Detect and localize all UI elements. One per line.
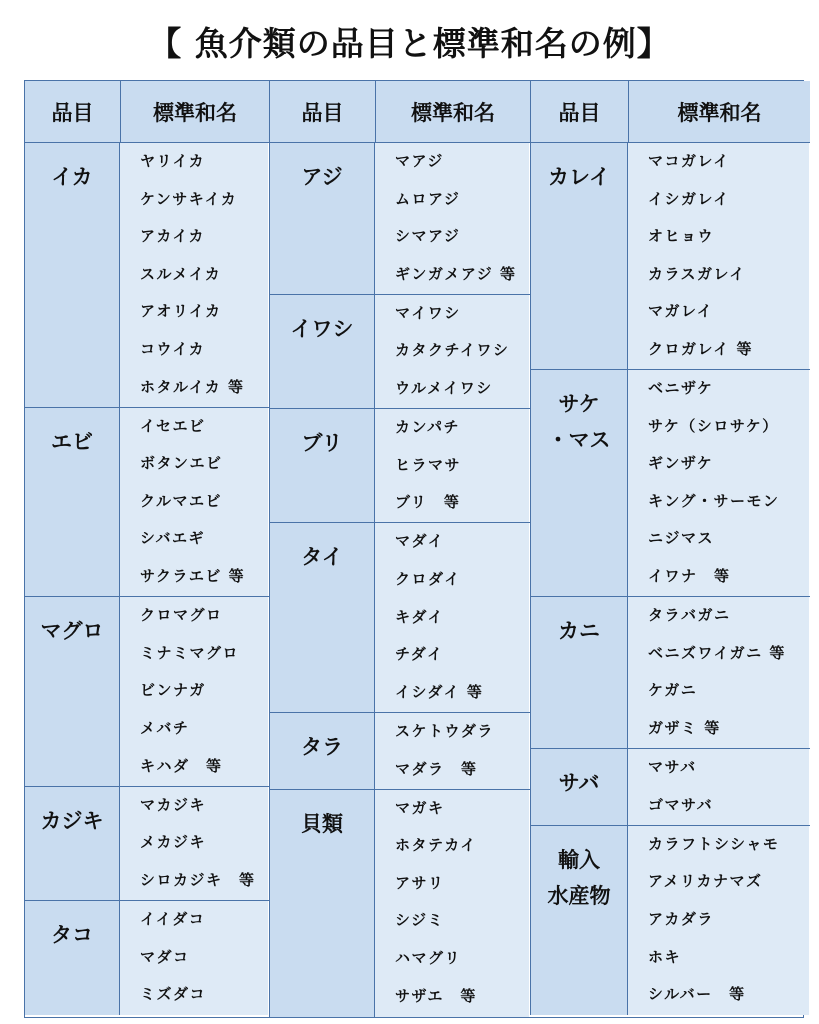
standard-name: サクラエビ 等 — [140, 567, 246, 586]
standard-name: コウイカ — [140, 339, 206, 358]
standard-name: カタクチイワシ — [395, 341, 510, 360]
standard-name: オヒョウ — [648, 227, 715, 246]
standard-name: カラフトシシャモ — [648, 834, 780, 853]
category-label: イワシ — [270, 295, 375, 408]
standard-name: タラバガニ — [648, 606, 731, 625]
standard-name-list — [375, 409, 529, 522]
standard-name-list — [628, 749, 809, 825]
standard-name: イシガレイ — [648, 189, 730, 208]
standard-name-list — [120, 901, 268, 1015]
standard-name: マダイ — [395, 532, 445, 551]
standard-name: クロダイ — [395, 570, 461, 589]
header-standard-name: 標準和名 — [628, 81, 810, 142]
standard-name: ギンガメアジ 等 — [395, 264, 517, 283]
standard-name: アカイカ — [140, 227, 205, 246]
standard-name: ベニズワイガニ 等 — [648, 643, 786, 662]
standard-name: ビンナガ — [140, 681, 206, 700]
standard-name: シバエギ — [140, 529, 205, 548]
standard-name-list — [375, 790, 529, 1017]
category-block — [531, 826, 810, 1016]
standard-name: マダコ — [140, 947, 190, 966]
category-block — [531, 749, 810, 826]
category-block — [270, 523, 530, 713]
header-row — [25, 81, 269, 143]
standard-name: マカジキ — [140, 795, 207, 814]
standard-name: ニジマス — [648, 529, 715, 548]
category-label: サバ — [531, 749, 628, 825]
header-standard-name: 標準和名 — [120, 81, 269, 142]
category-label: マグロ — [25, 597, 120, 786]
category-block — [25, 408, 269, 598]
standard-name: マガキ — [395, 798, 445, 817]
standard-name: カラスガレイ — [648, 264, 746, 283]
category-block — [270, 295, 530, 409]
standard-name-list — [628, 143, 809, 369]
standard-name: シルバー 等 — [648, 985, 746, 1004]
header-standard-name: 標準和名 — [375, 81, 530, 142]
category-label: サケ ・マス — [531, 370, 628, 596]
category-block — [270, 143, 530, 295]
standard-name: クルマエビ — [140, 491, 223, 510]
standard-name: マイワシ — [395, 303, 461, 322]
standard-name: ゴマサバ — [648, 795, 714, 814]
standard-name: スケトウダラ — [395, 721, 494, 740]
standard-name-list — [120, 787, 268, 900]
category-label: 輸入 水産物 — [531, 826, 628, 1016]
standard-name: イイダコ — [140, 909, 206, 928]
standard-name-list — [120, 597, 268, 786]
standard-name: カンパチ — [395, 418, 460, 437]
standard-name: サザエ 等 — [395, 986, 477, 1005]
standard-name: ブリ 等 — [395, 493, 461, 512]
standard-name-list — [375, 143, 529, 294]
standard-name: ガザミ 等 — [648, 718, 721, 737]
standard-name-list — [120, 408, 268, 597]
header-row — [531, 81, 810, 143]
category-block — [270, 409, 530, 523]
category-block — [270, 790, 530, 1017]
standard-name: キダイ — [395, 607, 445, 626]
standard-name: ムロアジ — [395, 189, 461, 208]
standard-name: ミズダコ — [140, 985, 207, 1004]
column-group-1 — [25, 81, 269, 1015]
standard-name: メカジキ — [140, 833, 207, 852]
column-group-3 — [530, 81, 810, 1015]
header-row — [270, 81, 530, 143]
standard-name: サケ（シロサケ） — [648, 416, 779, 435]
standard-name: マコガレイ — [648, 152, 730, 170]
standard-name: ホタテカイ — [395, 836, 477, 855]
header-item: 品目 — [558, 100, 601, 125]
category-label: イカ — [25, 143, 120, 407]
standard-name: イワナ 等 — [648, 567, 731, 586]
category-block — [531, 370, 810, 597]
header-item: 品目 — [51, 100, 94, 125]
standard-name: アメリカナマズ — [648, 872, 763, 891]
standard-name: クロマグロ — [140, 606, 223, 625]
category-label: タイ — [270, 523, 375, 712]
category-label: カジキ — [25, 787, 120, 900]
standard-name: マガレイ — [648, 302, 714, 321]
category-block — [531, 143, 810, 370]
category-block — [25, 143, 269, 408]
category-label: カニ — [531, 597, 628, 748]
standard-name: マサバ — [648, 758, 697, 777]
standard-name: ギンザケ — [648, 454, 714, 473]
standard-name-list — [375, 295, 529, 408]
standard-name: スルメイカ — [140, 264, 222, 283]
standard-name: ケンサキイカ — [140, 189, 238, 208]
standard-name: シジミ — [395, 911, 445, 930]
category-label: 貝類 — [270, 790, 375, 1017]
category-label: カレイ — [531, 143, 628, 369]
standard-name: アサリ — [395, 873, 445, 892]
standard-name: ボタンエビ — [140, 454, 223, 473]
standard-name: イセエビ — [140, 416, 206, 435]
column-group-2 — [269, 81, 530, 1017]
standard-name: キング・サーモン — [648, 491, 780, 510]
standard-name-list — [375, 713, 529, 789]
category-block — [25, 787, 269, 901]
standard-name-list — [375, 523, 529, 712]
standard-name-list — [628, 597, 809, 748]
page-title: 【 魚介類の品目と標準和名の例】 — [148, 24, 671, 63]
category-block — [25, 597, 269, 787]
standard-name: ケガニ — [648, 681, 698, 700]
standard-name: シマアジ — [395, 227, 461, 246]
category-block — [531, 597, 810, 749]
category-block — [270, 713, 530, 790]
standard-name: アオリイカ — [140, 302, 222, 321]
category-block — [25, 901, 269, 1015]
standard-name-list — [628, 826, 809, 1016]
standard-name: ウルメイワシ — [395, 379, 493, 398]
standard-name: イシダイ 等 — [395, 682, 484, 701]
standard-name: キハダ 等 — [140, 756, 223, 775]
header-item: 品目 — [301, 100, 344, 125]
standard-name-list — [628, 370, 809, 596]
standard-name: ミナミマグロ — [140, 643, 240, 662]
category-label: エビ — [25, 408, 120, 597]
standard-name: ヒラマサ — [395, 455, 462, 474]
standard-name: メバチ — [140, 718, 190, 737]
category-label: タコ — [25, 901, 120, 1015]
fish-table — [24, 80, 804, 1018]
category-label: アジ — [270, 143, 375, 294]
category-label: ブリ — [270, 409, 375, 522]
standard-name: ベニザケ — [648, 379, 714, 398]
standard-name: ヤリイカ — [140, 152, 206, 170]
standard-name: ハマグリ — [395, 949, 462, 968]
standard-name-list — [120, 143, 268, 407]
standard-name: アカダラ — [648, 909, 714, 928]
standard-name: マダラ 等 — [395, 759, 478, 778]
category-label: タラ — [270, 713, 375, 789]
standard-name: クロガレイ 等 — [648, 339, 753, 358]
standard-name: シロカジキ 等 — [140, 870, 256, 889]
standard-name: ホタルイカ 等 — [140, 377, 245, 396]
standard-name: ホキ — [648, 947, 682, 966]
standard-name: チダイ — [395, 645, 444, 664]
standard-name: マアジ — [395, 152, 444, 170]
